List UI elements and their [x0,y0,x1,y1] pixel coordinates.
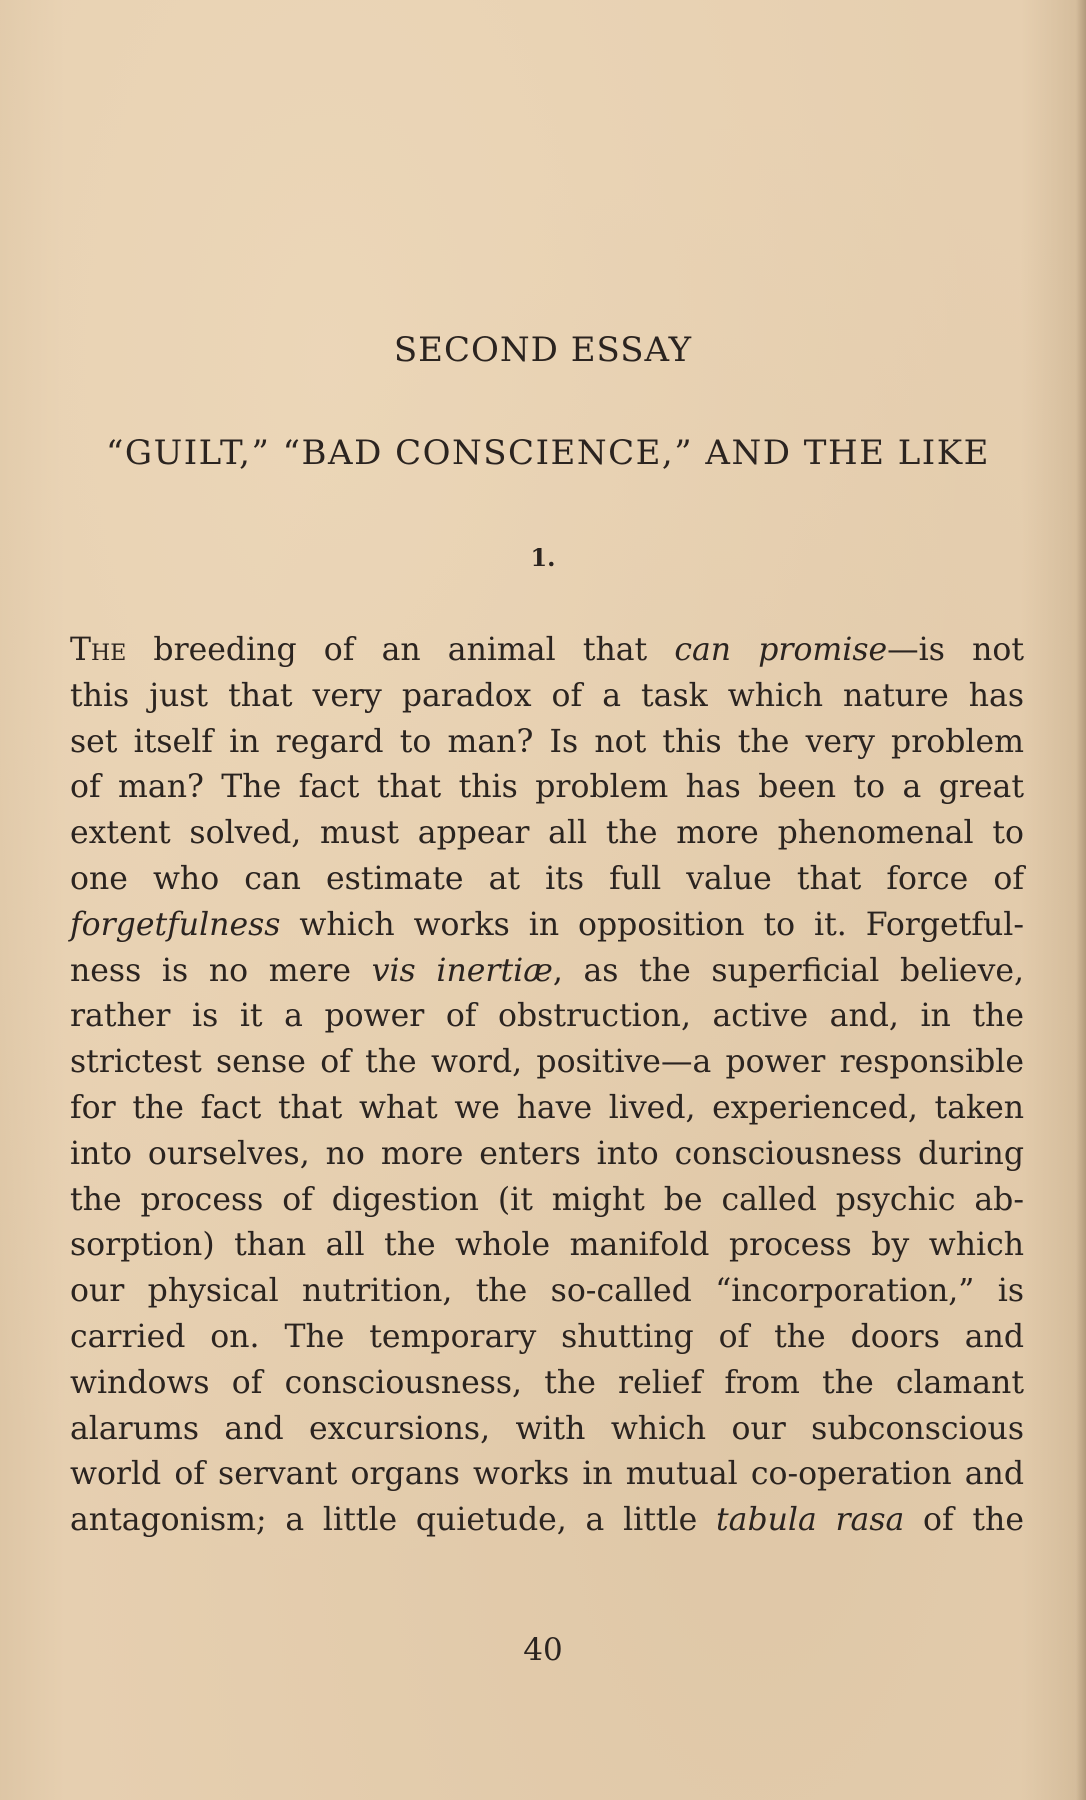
text-line: world of servant organs works in mutual co-operation and [70,1456,1024,1493]
text-line: this just that very paradox of a task which nature has [70,677,1024,714]
emphasis: can promise [674,632,888,668]
text-line: into ourselves, no more enters into consciousness during [70,1135,1024,1172]
text-line: strictest sense of the word, positive—a power responsible [70,1044,1024,1081]
text-line: rather is it a power of obstruction, active and, in the [70,998,1024,1035]
text-line: extent solved, must appear all the more phenomenal to [70,815,1024,852]
section-number: 1. [530,543,556,572]
text-line: our physical nutrition, the so-called “incorporation,” is [70,1273,1024,1310]
text-line: antagonism; a little quietude, a little tabula rasa of the [70,1502,1024,1539]
text-line: forgetfulness which works in opposition to it. Forgetful- [70,906,1024,943]
text-line: ness is no mere vis inertiæ, as the superficial believe, [70,952,1025,989]
essay-title: “GUILT,” “BAD CONSCIENCE,” AND THE LIKE [106,433,990,473]
essay-label: SECOND ESSAY [393,330,693,370]
body-paragraph [70,628,1024,1544]
text-line: windows of consciousness, the relief from the clamant [70,1364,1024,1401]
page-edge-shadow [1076,0,1086,1800]
text-line: one who can estimate at its full value that force of [70,860,1024,897]
text-line: carried on. The temporary shutting of the doors and [70,1318,1024,1355]
emphasis: forgetfulness [70,906,281,943]
emphasis: tabula rasa [716,1502,905,1539]
text-line: the process of digestion (it might be called psychic ab- [70,1181,1024,1218]
text-line: of man? The fact that this problem has been to a great [70,769,1024,806]
text-line: for the fact that what we have lived, experienced, taken [70,1089,1024,1126]
emphasis: vis inertiæ [371,952,553,989]
text-line: set itself in regard to man? Is not this the very problem [70,723,1024,760]
text-line: alarums and excursions, with which our subconscious [70,1410,1024,1447]
page-number: 40 [523,1632,563,1668]
text-line: sorption) than all the whole manifold process by which [70,1227,1024,1264]
text-line: The breeding of an animal that can promise—is not [70,632,1024,668]
drop-lead-word: The [70,632,127,668]
